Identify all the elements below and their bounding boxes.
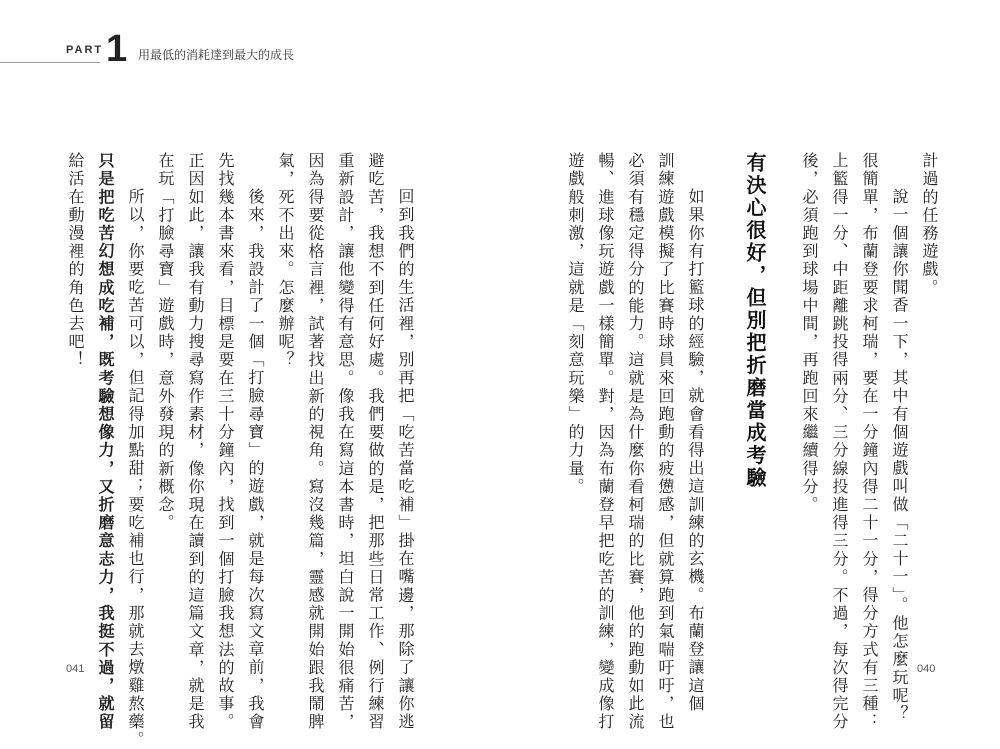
text-column: 正因如此，讓我有動力搜尋寫作素材，像你現在讀到的這篇文章，就是我: [186, 152, 205, 732]
page-number-left: 041: [66, 663, 85, 675]
text-column: 先找幾本書來看，目標是要在三十分鐘內，找到一個打臉我想法的故事。: [216, 152, 235, 732]
text-column: 上籃得一分、中距離跳投得兩分、三分線投進得三分。不過，每次得完分: [830, 152, 849, 732]
text-column: 後，必須跑到球場中間，再跑回來繼續得分。: [800, 152, 819, 514]
text-column: 遊戲般刺激，這就是「刻意玩樂」的力量。: [566, 152, 585, 496]
text-column: 很簡單，布蘭登要求柯瑞，要在一分鐘內得二十一分，得分方式有三種：: [860, 152, 879, 732]
text-column: 給活在動漫裡的角色去吧！: [66, 152, 85, 370]
part-label: PART: [66, 44, 104, 56]
header-rule: [0, 62, 100, 63]
text-column: 說一個讓你聞香一下，其中有個遊戲叫做「二十一」。他怎麼玩呢？: [890, 188, 909, 723]
text-column: 如果你有打籃球的經驗，就會看得出這訓練的玄機。布蘭登讓這個: [686, 188, 705, 713]
text-column: 避吃苦，我想不到任何好處。我們要做的是，把那些日常工作、例行練習: [366, 152, 385, 732]
text-column: 回到我們的生活裡，別再把「吃苦當吃補」掛在嘴邊，那除了讓你逃: [396, 188, 415, 731]
text-column: 必須有穩定得分的能力。這就是為什麼你看柯瑞的比賽，他的跑動如此流: [626, 152, 645, 732]
part-number: 1: [106, 28, 128, 70]
text-column: 在玩「打臉尋寶」遊戲時，意外發現的新概念。: [156, 152, 175, 533]
emphasis-column: 只是把吃苦幻想成吃補，既考驗想像力，又折磨意志力，我挺不過，就留: [96, 152, 115, 732]
text-column: 後來，我設計了一個「打臉尋寶」的遊戲，就是每次寫文章前，我會: [246, 188, 265, 731]
chapter-title: 用最低的消耗達到最大的成長: [138, 48, 295, 62]
text-column: 計過的任務遊戲。: [920, 152, 939, 297]
text-column: 氣，死不出來。怎麼辦呢？: [276, 152, 295, 370]
page-number-right: 040: [917, 663, 936, 675]
section-heading: 有決心很好，但別把折磨當成考驗: [743, 152, 767, 490]
text-column: 暢、進球像玩遊戲一樣簡單。對，因為布蘭登早把吃苦的訓練，變成像打: [596, 152, 615, 732]
text-column: 所以，你要吃苦可以，但記得加點甜；要吃補也行，那就去燉雞熬藥。: [126, 188, 145, 749]
text-column: 重新設計，讓他變得有意思。像我在寫這本書時，坦白說一開始很痛苦，: [336, 152, 355, 732]
text-column: 訓練遊戲模擬了比賽時球員來回跑動的疲憊感，但就算跑到氣喘吁吁，也: [656, 152, 675, 732]
text-column: 因為得要從格言裡，試著找出新的視角。寫沒幾篇，靈感就開始跟我鬧脾: [306, 152, 325, 732]
